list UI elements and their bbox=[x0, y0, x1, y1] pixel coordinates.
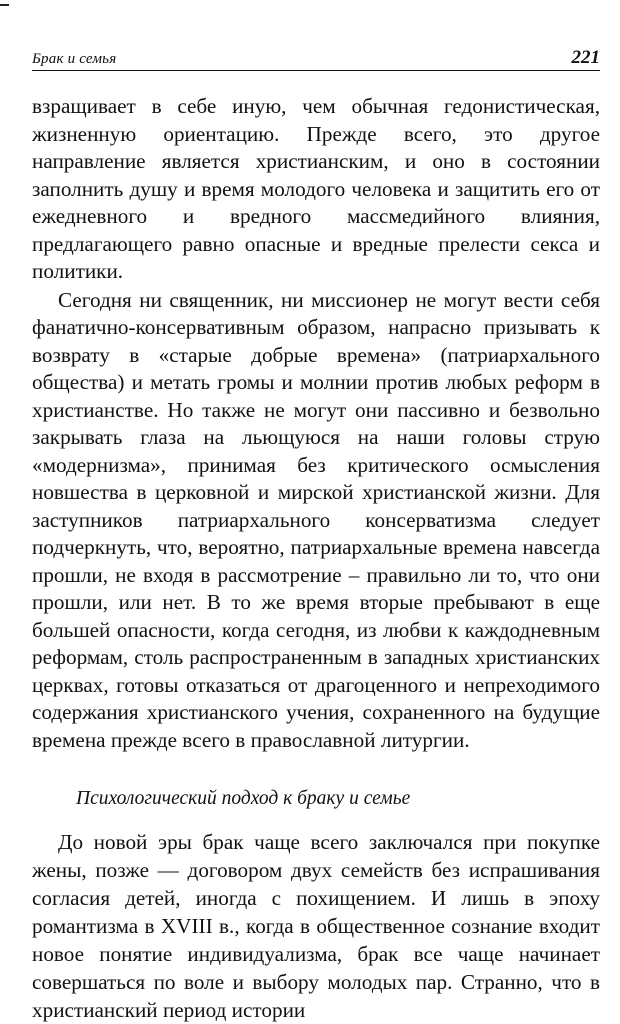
paragraph-1: взращивает в себе иную, чем обычная гедонистическая, жизненную ориентацию. Прежде всего, это другое направление является христианским, и оно в состоянии заполнить душу и время молодого человека и защитить его от ежедневного и вредного массмедийного влияния, предлагающего равно опасные и вредные прелести секса и политики. bbox=[32, 94, 600, 283]
main-text bbox=[32, 93, 600, 754]
paragraph-3: До новой эры брак чаще всего заключался при покупке жены, позже — договором двух семейств без испрашивания согласия детей, иногда с похищением. И лишь в эпоху романтизма в XVIII в., когда в общественное сознание входит новое понятие индивидуализма, брак все чаще начинает совершаться по воле и выбору молодых пар. Странно, что в христианский период истории bbox=[32, 830, 600, 1022]
section-heading: Психологический подход к браку и семье bbox=[76, 788, 411, 809]
running-title: Брак и семья bbox=[32, 51, 117, 67]
running-head bbox=[32, 48, 600, 71]
paragraph-2: Сегодня ни священник, ни миссионер не могут вести себя фанатично-консервативным образом, напрасно призывать к возврату в «старые добрые времена» (патриархального общества) и метать громы и молнии против любых реформ в христианстве. Но также не могут они пассивно и безвольно закрывать глаза на льющуюся на наши головы струю «модернизма», принимая без критического осмысления новшества в церковной и мирской христианской жизни. Для заступников патриархального консерватизма следует подчеркнуть, что, вероятно, патриархальные времена навсегда прошли, не входя в рассмотрение – правильно ли то, что они прошли, или нет. В то же время вторые пребывают в еще большей опасности, когда сегодня, из любви к каждодневным реформам, столь распространенным в западных христианских церквах, готовы отказаться от драгоценного и непреходимого содержания христианского учения, сохраненного на будущие времена прежде всего в православной литургии. bbox=[32, 287, 600, 752]
scan-mark bbox=[0, 4, 9, 6]
section-text bbox=[32, 828, 600, 1024]
page-number: 221 bbox=[571, 47, 600, 68]
